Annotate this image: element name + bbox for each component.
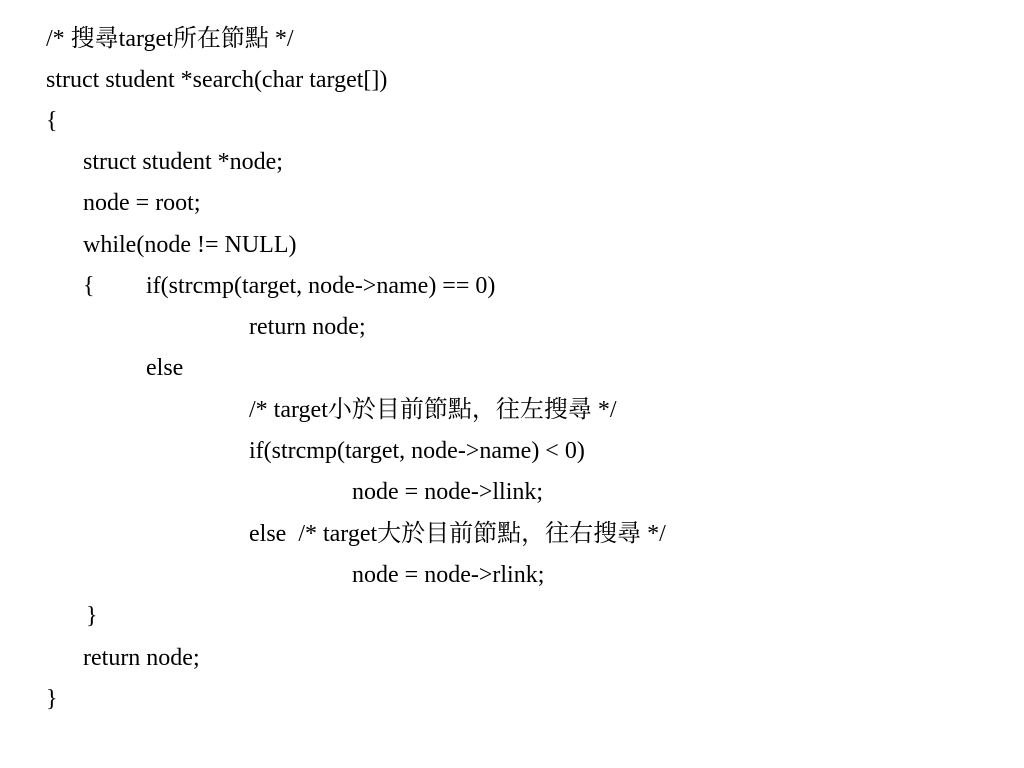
code-line-if-less: if(strcmp(target, node->name) < 0) bbox=[249, 438, 585, 464]
code-line-open-brace-function: { bbox=[46, 108, 58, 134]
code-line-open-brace-while: { bbox=[83, 273, 95, 299]
code-line-comment-search-target: /* 搜尋target所在節點 */ bbox=[46, 26, 294, 52]
code-line-assign-rlink: node = node->rlink; bbox=[352, 562, 545, 588]
code-line-function-signature: struct student *search(char target[]) bbox=[46, 67, 388, 93]
code-line-declare-node: struct student *node; bbox=[83, 149, 283, 175]
code-line-return-node-end: return node; bbox=[83, 645, 200, 671]
code-line-close-brace-function: } bbox=[46, 686, 58, 712]
code-line-else-go-right: else /* target大於目前節點，往右搜尋 */ bbox=[249, 521, 666, 547]
code-line-close-brace-while: } bbox=[86, 603, 98, 629]
code-line-if-equal: if(strcmp(target, node->name) == 0) bbox=[146, 273, 496, 299]
code-line-else-keyword: else bbox=[146, 355, 184, 381]
code-line-comment-go-left: /* target小於目前節點，往左搜尋 */ bbox=[249, 397, 617, 423]
code-line-return-node-found: return node; bbox=[249, 314, 366, 340]
code-line-assign-root: node = root; bbox=[83, 190, 201, 216]
code-line-while-loop: while(node != NULL) bbox=[83, 232, 297, 258]
code-line-assign-llink: node = node->llink; bbox=[352, 479, 544, 505]
